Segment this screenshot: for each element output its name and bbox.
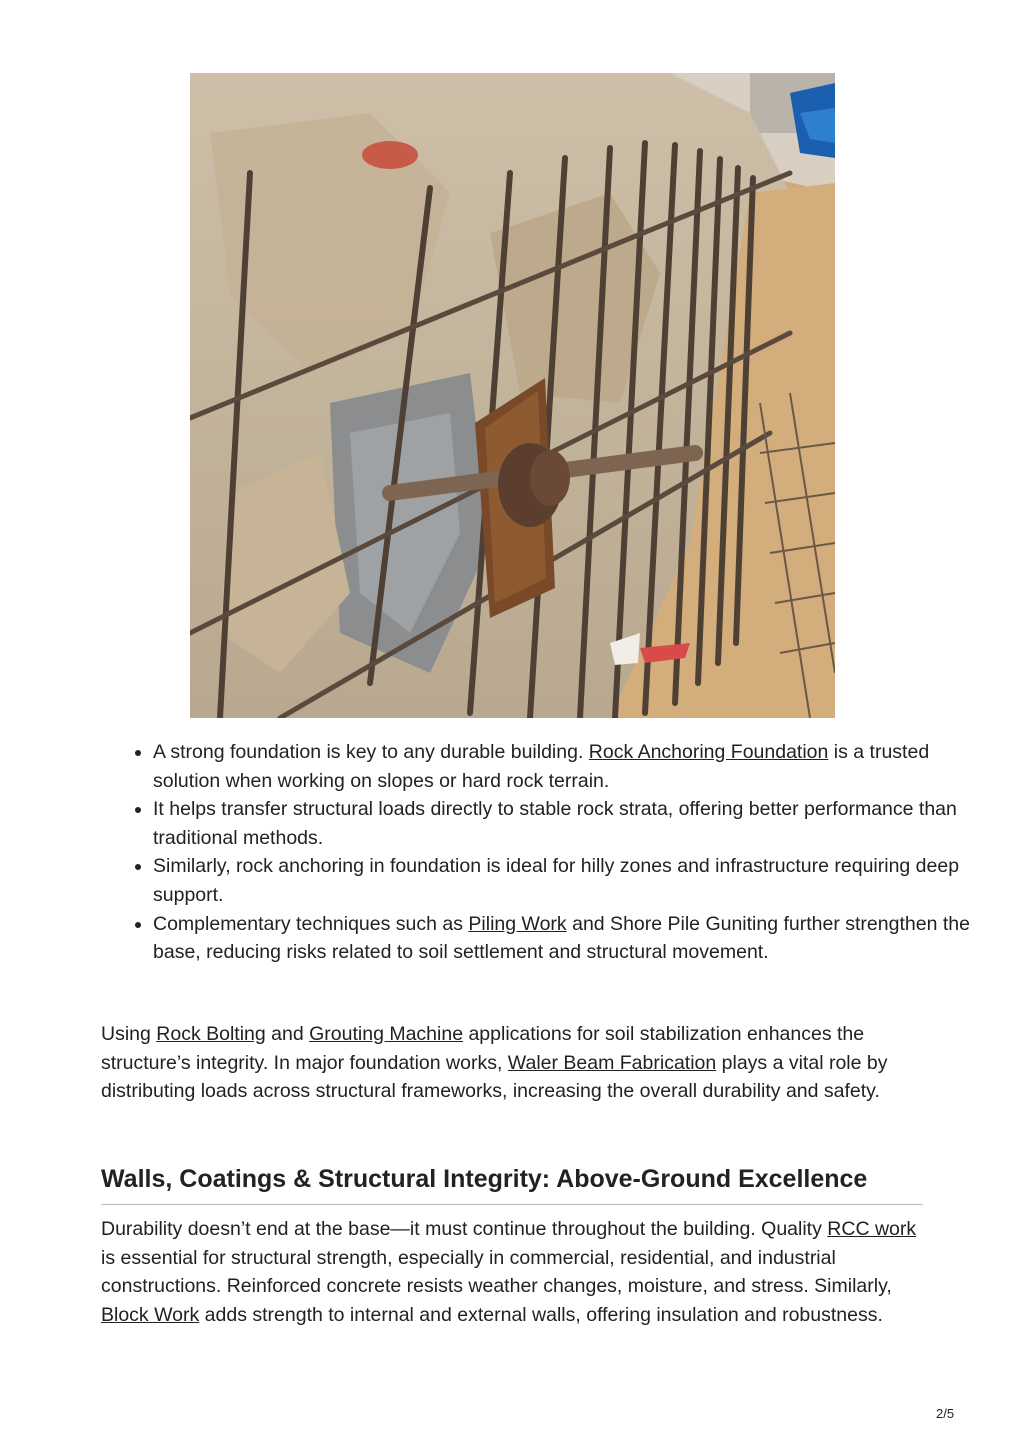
photo-illustration xyxy=(190,73,835,718)
bullet-text: Complementary techniques such as xyxy=(153,912,469,935)
paragraph-text: Durability doesn’t end at the base—it must continue throughout the building. Quality xyxy=(101,1218,828,1240)
bullet-text: Similarly, rock anchoring in foundation is ideal for hilly zones and infrastructure requiring deep support. xyxy=(153,855,960,906)
bullet-text: is a trusted solution when working on slopes or hard rock terrain. xyxy=(153,741,930,792)
paragraph-text: adds strength to internal and external walls, offering insulation and robustness. xyxy=(199,1303,883,1326)
list-item xyxy=(153,795,973,852)
paragraph-durability xyxy=(101,1215,923,1329)
paragraph-text: Using xyxy=(101,1023,157,1045)
paragraph-text: and xyxy=(265,1023,310,1045)
paragraph-text: plays a vital role by distributing loads across structural frameworks, increasing the overall durability and safety. xyxy=(101,1051,888,1103)
list-item xyxy=(153,910,973,967)
rock-anchoring-foundation-link[interactable]: Rock Anchoring Foundation xyxy=(588,741,829,763)
paragraph-soil-stabilization xyxy=(101,1020,923,1106)
section-heading: Walls, Coatings & Structural Integrity: Above-Ground Excellence xyxy=(101,1163,923,1205)
piling-work-link[interactable]: Piling Work xyxy=(468,912,567,935)
paragraph-text: applications for soil stabilization enhances the structure’s integrity. In major foundation works, xyxy=(101,1023,865,1074)
foundation-bullet-list xyxy=(101,738,973,967)
grouting-machine-link[interactable]: Grouting Machine xyxy=(309,1023,464,1045)
bullet-text: A strong foundation is key to any durable building. xyxy=(153,741,589,763)
block-work-link[interactable]: Block Work xyxy=(101,1303,200,1326)
page-number: 2/5 xyxy=(936,1406,955,1421)
rcc-work-link[interactable]: RCC work xyxy=(827,1218,917,1240)
rock-bolting-link[interactable]: Rock Bolting xyxy=(156,1023,266,1045)
waler-beam-fabrication-link[interactable]: Waler Beam Fabrication xyxy=(507,1051,717,1074)
bullet-text: It helps transfer structural loads directly to stable rock strata, offering better performance than traditional methods. xyxy=(153,798,957,849)
bullet-text: and Shore Pile Guniting further strengthen the base, reducing risks related to soil settlement and structural movement. xyxy=(153,912,970,964)
list-item xyxy=(153,852,973,909)
paragraph-text: is essential for structural strength, especially in commercial, residential, and industrial constructions. Reinforced concrete resists weather changes, moisture, and stress. Similarly, xyxy=(101,1246,892,1298)
rock-anchoring-photo xyxy=(190,73,835,718)
list-item xyxy=(153,738,973,795)
